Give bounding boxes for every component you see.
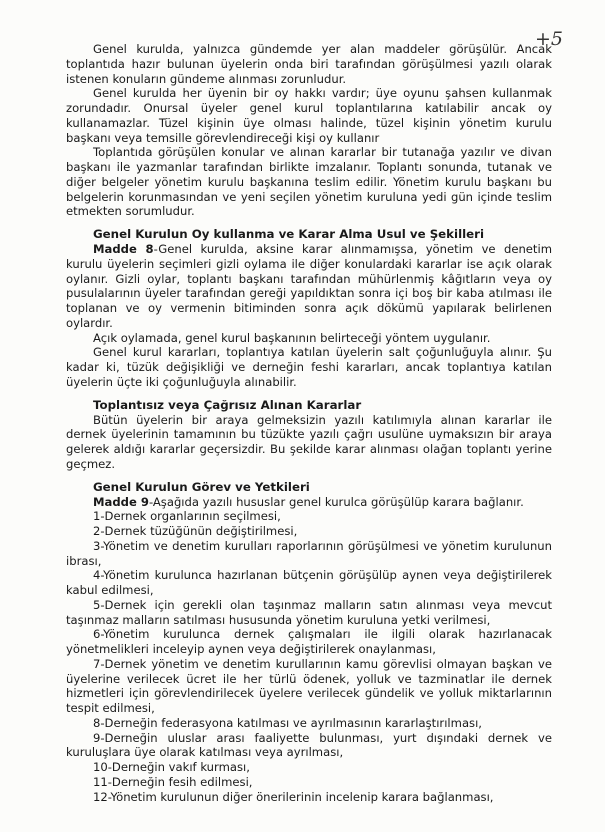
article-label: Madde 8 <box>93 242 154 256</box>
list-item: 9-Derneğin uluslar arası faaliyette bulunması, yurt dışındaki dernek ve kuruluşlara üye olarak katılması veya ayrılması, <box>66 730 552 760</box>
section-heading: Genel Kurulun Görev ve Yetkileri <box>93 479 310 494</box>
paragraph: Genel kurul kararları, toplantıya katılan üyelerin salt çoğunluğuyla alınır. Şu kadar ki, tüzük değişikliği ve derneğin feshi kararları, ancak toplantıya katılan üyelerin üçte iki çoğunluğuyla alınabilir. <box>66 345 552 389</box>
paragraph: Genel kurulda, yalnızca gündemde yer alan maddeler görüşülür. Ancak toplantıda hazır bulunan üyelerin onda biri tarafından görüşülmesi yazılı olarak istenen konuların gündeme alınması zorunludur. <box>66 42 552 86</box>
list-item: 11-Derneğin fesih edilmesi, <box>93 774 253 789</box>
article-paragraph <box>66 242 552 331</box>
handwritten-page-number: +5 <box>535 28 564 50</box>
document-body <box>66 42 552 804</box>
section-heading: Genel Kurulun Oy kullanma ve Karar Alma Usul ve Şekilleri <box>93 227 485 241</box>
list-item: 1-Dernek organlarının seçilmesi, <box>93 509 281 524</box>
list-item: 8-Derneğin federasyona katılması ve ayrılmasının kararlaştırılması, <box>93 715 482 730</box>
list-item: 5-Dernek için gerekli olan taşınmaz malların satın alınması veya mevcut taşınmaz malların satılması hususunda yönetim kuruluna yetki verilmesi, <box>66 597 552 627</box>
section-heading: Toplantısız veya Çağrısız Alınan Kararlar <box>93 397 362 412</box>
paragraph: Toplantıda görüşülen konular ve alınan kararlar bir tutanağa yazılır ve divan başkanı ile yazmanlar tarafından birlikte imzalanır. Toplantı sonunda, tutanak ve diğer belgeler yönetim kurulu başkanına teslim edilir. Yönetim kurulu başkanı bu belgelerin korunmasından ve yeni seçilen yönetim kuruluna yedi gün içinde teslim etmekten sorumludur. <box>66 145 552 219</box>
list-item: 10-Derneğin vakıf kurması, <box>93 760 250 774</box>
list-item: 7-Dernek yönetim ve denetim kurullarının kamu görevlisi olmayan başkan ve üyelerine verilecek ücret ile her türlü ödenek, yolluk ve tazminatlar ile dernek hizmetleri için görevlendirilecek üyelere verilecek gündelik ve yolluk miktarlarının tespit edilmesi, <box>66 656 552 715</box>
list-item: 3-Yönetim ve denetim kurulları raporlarının görüşülmesi ve yönetim kurulunun ibrası, <box>66 538 552 568</box>
article-paragraph <box>66 495 552 510</box>
paragraph: Genel kurulda her üyenin bir oy hakkı vardır; üye oyunu şahsen kullanmak zorundadır. Onursal üyeler genel kurul toplantılarına katılabilir ancak oy kullanamazlar. Tüzel kişinin üye olması halinde, tüzel kişinin yönetim kurulu başkanı veya temsille görevlendireceği kişi oy kullanır <box>66 86 552 145</box>
article-text: -Aşağıda yazılı hususlar genel kurulca görüşülüp karara bağlanır. <box>148 494 524 509</box>
paragraph: Bütün üyelerin bir araya gelmeksizin yazılı katılımıyla alınan kararlar ile dernek üyelerinin tamamının bu tüzükte yazılı çağrı usulüne uymaksızın bir araya gelerek aldığı kararlar geçersizdir. Bu şekilde karar alınması olağan toplantı yerine geçmez. <box>66 412 552 471</box>
article-text: -Genel kurulda, aksine karar alınmamışsa, yönetim ve denetim kurulu üyelerin seçimleri gizli oylama ile diğer konulardaki kararlar ise açık olarak oylanır. Gizli oylar, toplantı başkanı tarafından mühürlenmiş kâğıtların veya oy pusulalarının üyeler tarafından gereği yapıldıktan sonra içi boş bir kaba atılması ile toplanan ve oy vermenin bitiminden sonra açık dökümü yapılarak belirlenen oylardır. <box>66 242 552 330</box>
paragraph: Açık oylamada, genel kurul başkanının belirteceği yöntem uygulanır. <box>93 330 491 345</box>
list-item: 6-Yönetim kurulunca dernek çalışmaları ile ilgili olarak hazırlanacak yönetmelikleri inceleyip aynen veya değiştirilerek onaylanması, <box>66 627 552 656</box>
list-item: 12-Yönetim kurulunun diğer önerilerinin incelenip karara bağlanması, <box>93 789 494 804</box>
list-item: 4-Yönetim kurulunca hazırlanan bütçenin görüşülüp aynen veya değiştirilerek kabul edilmesi, <box>66 568 552 597</box>
article-label: Madde 9 <box>93 494 149 509</box>
list-item: 2-Dernek tüzüğünün değiştirilmesi, <box>93 524 298 538</box>
